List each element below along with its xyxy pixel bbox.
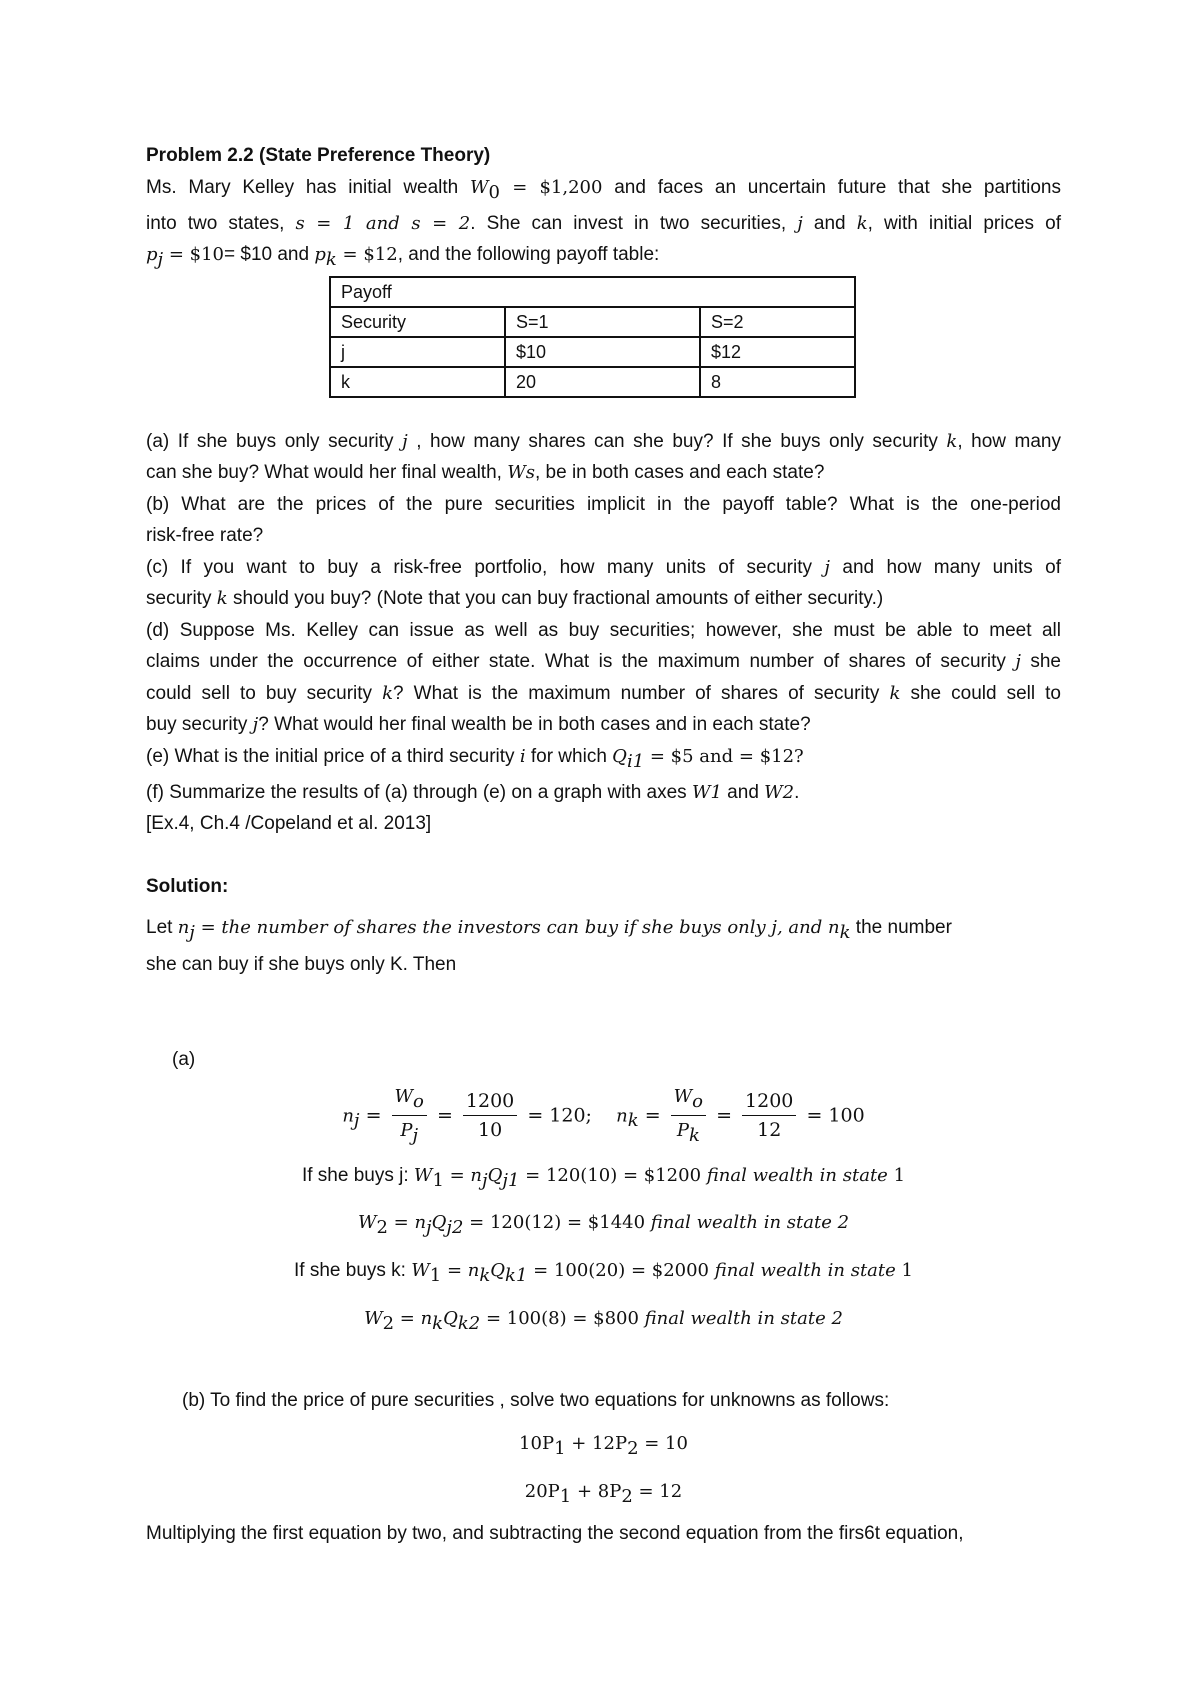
table-header-row	[330, 307, 855, 337]
question-d-line-1: (d) Suppose Ms. Kelley can issue as well as buy securities; however, she must be able to meet all	[146, 619, 1061, 641]
part-b-line: (b) To find the price of pure securities , solve two equations for unknowns as follows:	[182, 1389, 890, 1411]
problem-title: Problem 2.2 (State Preference Theory)	[146, 145, 491, 166]
solution-let-line-1: Let $n_j$ = the number of shares the investors can buy if she buys only j, and $n_k$ the number	[146, 917, 952, 944]
equation-buy-j-state-2: $W_2 = n_jQ_{j2} = 120(12)$ = $1440 final wealth in state 2	[357, 1212, 850, 1239]
equation-buy-k-state-1: If she buys k: $W_1 = n_kQ_{k1} = 100(20)$ = $2000 final wealth in state 1	[294, 1260, 913, 1287]
intro-line-1: Ms. Mary Kelley has initial wealth $W_0$ = $1,200 and faces an uncertain future that she partitions	[146, 176, 1061, 203]
document-page	[146, 140, 1061, 1549]
equation-shares: $n_j$ = $\frac{W_o}{P_j}$ = $\frac{1200}{10}$ = 120; $n_k$ = $\frac{W_o}{P_k}$ = $\frac{1200}{12}$ = 100	[146, 1082, 1061, 1154]
question-c-line-1: (c) If you want to buy a risk-free portfolio, how many units of security j and how many units of	[146, 556, 1061, 578]
equation-buy-j-state-1: If she buys j: $W_1 = n_jQ_{j1} = 120(10)$ = $1200 final wealth in state 1	[301, 1164, 906, 1191]
table-header-cell: S=1	[505, 307, 700, 337]
table-header-cell: Security	[330, 307, 505, 337]
question-a-line-2: can she buy? What would her final wealth, Ws, be in both cases and each state?	[146, 462, 825, 484]
question-f-line: (f) Summarize the results of (a) through (e) on a graph with axes W1 and W2.	[146, 781, 800, 803]
table-cell: 8	[700, 367, 855, 397]
intro-line-2: into two states, s = 1 and s = 2. She can invest in two securities, j and k, with initial prices of	[146, 212, 1061, 234]
final-line: Multiplying the first equation by two, and subtracting the second equation from the firs6t equation,	[146, 1522, 964, 1544]
question-b-line-2: risk-free rate?	[146, 525, 264, 547]
question-e-line: (e) What is the initial price of a third security i for which $Q_{i1}$ = $5 and = $12?	[146, 745, 804, 772]
solution-let-line-2: she can buy if she buys only K. Then	[146, 953, 457, 975]
table-header-cell: S=2	[700, 307, 855, 337]
question-d-line-4: buy security j? What would her final wealth be in both cases and in each state?	[146, 714, 811, 736]
equation-pure-2: $20P_1 + 8P_2 = 12$	[524, 1481, 683, 1507]
equation-buy-k-state-2: $W_2 = n_kQ_{k2} = 100(8)$ = $800 final wealth in state 2	[364, 1308, 843, 1334]
table-title-row	[330, 277, 855, 307]
table-row	[330, 337, 855, 367]
reference-line: [Ex.4, Ch.4 /Copeland et al. 2013]	[146, 813, 432, 835]
wealth-equations	[146, 1154, 1061, 1345]
intro-line-3: $p_j$ = $10= $10 and $p_k$ = $12, and the following payoff table:	[146, 244, 660, 271]
part-a-label: (a)	[172, 1049, 196, 1071]
solution-heading: Solution:	[146, 875, 229, 897]
table-cell: $12	[700, 337, 855, 367]
question-c-line-2: security k should you buy? (Note that you can buy fractional amounts of either security.)	[146, 588, 884, 610]
table-row	[330, 367, 855, 397]
table-cell: j	[330, 337, 505, 367]
question-b-line-1: (b) What are the prices of the pure securities implicit in the payoff table? What is the one-period	[146, 493, 1061, 515]
question-d-line-2: claims under the occurrence of either state. What is the maximum number of shares of security j she	[146, 651, 1061, 673]
table-title: Payoff	[330, 277, 855, 307]
table-cell: k	[330, 367, 505, 397]
question-a-line-1: (a) If she buys only security j , how many shares can she buy? If she buys only security k, how many	[146, 430, 1061, 452]
table-cell: $10	[505, 337, 700, 367]
payoff-table	[329, 276, 856, 398]
question-d-line-3: could sell to buy security k? What is the maximum number of shares of security k she could sell to	[146, 682, 1062, 704]
pure-security-equations	[146, 1422, 1061, 1518]
table-cell: 20	[505, 367, 700, 397]
equation-pure-1: $10P_1 + 12P_2 = 10$	[519, 1433, 688, 1460]
